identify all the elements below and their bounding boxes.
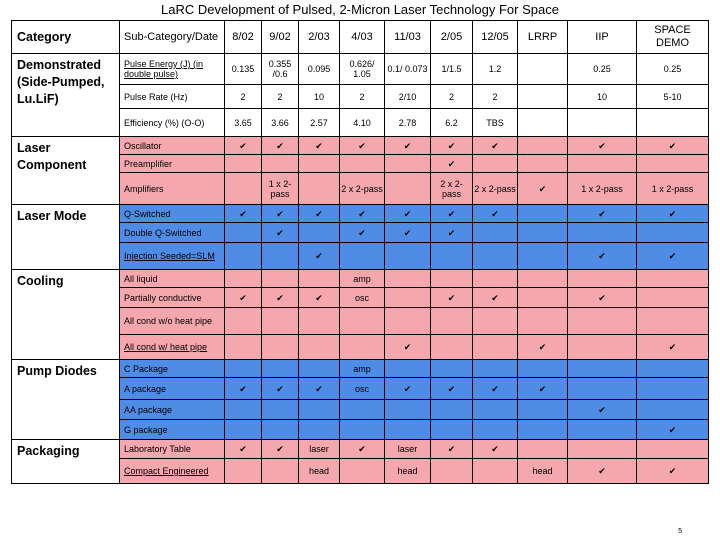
table-cell [299, 223, 340, 243]
check-icon: ✔ [262, 137, 299, 155]
table-cell [262, 459, 299, 484]
table-cell [637, 270, 709, 288]
table-cell: 2.57 [299, 109, 340, 137]
table-cell [518, 205, 568, 223]
table-cell: laser [299, 440, 340, 459]
table-cell [225, 335, 262, 360]
header-subcategory: Sub-Category/Date [120, 21, 225, 54]
table-cell [637, 308, 709, 335]
subcategory-label: Oscillator [120, 137, 225, 155]
table-cell: 2/10 [385, 85, 431, 109]
check-icon: ✔ [262, 205, 299, 223]
header-col: 12/05 [473, 21, 518, 54]
table-cell [431, 335, 473, 360]
table-cell [473, 459, 518, 484]
subcategory-label: Partially conductive [120, 288, 225, 308]
check-icon: ✔ [431, 378, 473, 400]
table-cell: 0.355 /0.6 [262, 54, 299, 85]
check-icon: ✔ [518, 335, 568, 360]
table-cell: laser [385, 440, 431, 459]
table-cell [262, 400, 299, 420]
table-cell [568, 308, 637, 335]
check-icon: ✔ [568, 205, 637, 223]
check-icon: ✔ [431, 205, 473, 223]
check-icon: ✔ [385, 223, 431, 243]
table-cell [568, 223, 637, 243]
subcategory-label: All cond w/o heat pipe [120, 308, 225, 335]
check-icon: ✔ [299, 205, 340, 223]
check-icon: ✔ [637, 335, 709, 360]
check-icon: ✔ [299, 288, 340, 308]
check-icon: ✔ [473, 288, 518, 308]
subcategory-label: C Package [120, 360, 225, 378]
table-cell [340, 243, 385, 270]
table-cell [299, 173, 340, 205]
table-cell: 2 [225, 85, 262, 109]
table-cell [299, 270, 340, 288]
table-cell: 1 x 2-pass [637, 173, 709, 205]
table-cell [431, 420, 473, 440]
table-cell [225, 459, 262, 484]
check-icon: ✔ [568, 400, 637, 420]
table-cell: head [518, 459, 568, 484]
subcategory-label: Preamplifier [120, 155, 225, 173]
table-cell [518, 85, 568, 109]
check-icon: ✔ [385, 205, 431, 223]
header-col: SPACE DEMO [637, 21, 709, 54]
table-cell [299, 400, 340, 420]
table-cell [473, 243, 518, 270]
check-icon: ✔ [637, 205, 709, 223]
table-cell [568, 155, 637, 173]
slide-title: LaRC Development of Pulsed, 2-Micron Laser Technology For Space [161, 2, 559, 17]
table-cell [225, 400, 262, 420]
table-cell: 2.78 [385, 109, 431, 137]
table-cell [637, 109, 709, 137]
table-cell: 2 x 2-pass [340, 173, 385, 205]
table-cell [225, 243, 262, 270]
table-cell [262, 270, 299, 288]
table-cell: 10 [568, 85, 637, 109]
table-cell: 2 x 2-pass [431, 173, 473, 205]
check-icon: ✔ [431, 288, 473, 308]
table-cell [262, 360, 299, 378]
header-col: 4/03 [340, 21, 385, 54]
table-cell [568, 440, 637, 459]
check-icon: ✔ [473, 440, 518, 459]
check-icon: ✔ [431, 440, 473, 459]
check-icon: ✔ [225, 288, 262, 308]
table-cell [568, 378, 637, 400]
subcategory-label: Double Q-Switched [120, 223, 225, 243]
table-cell [637, 155, 709, 173]
header-col: LRRP [518, 21, 568, 54]
check-icon: ✔ [340, 440, 385, 459]
check-icon: ✔ [225, 205, 262, 223]
subcategory-label: Q-Switched [120, 205, 225, 223]
table-cell [431, 243, 473, 270]
table-cell: 3.66 [262, 109, 299, 137]
check-icon: ✔ [299, 137, 340, 155]
category-label: Laser Component [12, 137, 120, 205]
header-col: 11/03 [385, 21, 431, 54]
check-icon: ✔ [568, 459, 637, 484]
subcategory-label: G package [120, 420, 225, 440]
table-cell [225, 155, 262, 173]
check-icon: ✔ [637, 137, 709, 155]
check-icon: ✔ [340, 223, 385, 243]
table-cell: 1.2 [473, 54, 518, 85]
table-cell [431, 270, 473, 288]
table-row [12, 54, 709, 85]
check-icon: ✔ [385, 378, 431, 400]
subcategory-label: AA package [120, 400, 225, 420]
category-label: Laser Mode [12, 205, 120, 270]
header-col: 8/02 [225, 21, 262, 54]
table-cell [518, 243, 568, 270]
table-cell [385, 155, 431, 173]
header-row [12, 21, 709, 54]
check-icon: ✔ [225, 378, 262, 400]
table-cell [225, 223, 262, 243]
table-cell [518, 288, 568, 308]
table-row [12, 440, 709, 459]
table-cell [225, 270, 262, 288]
table-cell [225, 360, 262, 378]
check-icon: ✔ [431, 155, 473, 173]
check-icon: ✔ [225, 137, 262, 155]
subcategory-label: All liquid [120, 270, 225, 288]
table-row [12, 137, 709, 155]
check-icon: ✔ [262, 288, 299, 308]
table-cell [637, 223, 709, 243]
table-cell [568, 270, 637, 288]
table-cell [385, 420, 431, 440]
table-row [12, 360, 709, 378]
subcategory-label: A package [120, 378, 225, 400]
check-icon: ✔ [340, 205, 385, 223]
table-cell: 2 [340, 85, 385, 109]
table-cell: head [299, 459, 340, 484]
table-cell [340, 155, 385, 173]
check-icon: ✔ [340, 137, 385, 155]
table-cell [637, 288, 709, 308]
table-cell [385, 400, 431, 420]
check-icon: ✔ [568, 288, 637, 308]
subcategory-label: Compact Engineered [120, 459, 225, 484]
table-cell [262, 335, 299, 360]
subcategory-label: Laboratory Table [120, 440, 225, 459]
table-cell: 2 [431, 85, 473, 109]
check-icon: ✔ [299, 378, 340, 400]
table-row [12, 205, 709, 223]
check-icon: ✔ [637, 459, 709, 484]
table-cell [637, 440, 709, 459]
subcategory-label: Pulse Energy (J) (in double pulse) [120, 54, 225, 85]
table-cell [225, 420, 262, 440]
table-cell [518, 223, 568, 243]
category-label: Demonstrated (Side-Pumped, Lu.LiF) [12, 54, 120, 137]
table-cell [518, 54, 568, 85]
check-icon: ✔ [385, 137, 431, 155]
category-label: Packaging [12, 440, 120, 484]
table-cell [299, 360, 340, 378]
table-cell [385, 288, 431, 308]
table-cell [518, 137, 568, 155]
check-icon: ✔ [473, 378, 518, 400]
table-cell: 0.1/ 0.073 [385, 54, 431, 85]
table-cell: 2 [262, 85, 299, 109]
table-cell [568, 360, 637, 378]
table-cell [340, 420, 385, 440]
table-cell: 5-10 [637, 85, 709, 109]
technology-table [11, 20, 709, 484]
page-number: 5 [678, 528, 682, 535]
table-cell [385, 173, 431, 205]
table-cell: amp [340, 270, 385, 288]
table-cell [473, 335, 518, 360]
table-cell [518, 360, 568, 378]
table-cell [473, 360, 518, 378]
table-cell [568, 420, 637, 440]
table-cell [473, 308, 518, 335]
table-cell: 6.2 [431, 109, 473, 137]
table-cell [568, 335, 637, 360]
check-icon: ✔ [431, 223, 473, 243]
table-cell [637, 400, 709, 420]
table-cell [340, 400, 385, 420]
table-cell: 1/1.5 [431, 54, 473, 85]
header-col: 2/05 [431, 21, 473, 54]
check-icon: ✔ [473, 205, 518, 223]
table-cell [299, 420, 340, 440]
subcategory-label: All cond w/ heat pipe [120, 335, 225, 360]
subcategory-label: Pulse Rate (Hz) [120, 85, 225, 109]
table-cell [637, 378, 709, 400]
header-category: Category [12, 21, 120, 54]
table-cell [385, 360, 431, 378]
table-cell: 0.135 [225, 54, 262, 85]
table-cell [473, 420, 518, 440]
subcategory-label: Amplifiers [120, 173, 225, 205]
table-cell [340, 308, 385, 335]
table-cell [431, 400, 473, 420]
table-cell [637, 360, 709, 378]
category-label: Pump Diodes [12, 360, 120, 440]
table-cell [340, 335, 385, 360]
table-cell [225, 308, 262, 335]
table-cell: 1 x 2-pass [568, 173, 637, 205]
table-cell [518, 270, 568, 288]
table-cell [473, 400, 518, 420]
header-col: IIP [568, 21, 637, 54]
table-cell [299, 335, 340, 360]
table-cell: 2 [473, 85, 518, 109]
table-cell [262, 243, 299, 270]
check-icon: ✔ [518, 378, 568, 400]
table-cell: 0.25 [568, 54, 637, 85]
check-icon: ✔ [637, 243, 709, 270]
header-col: 9/02 [262, 21, 299, 54]
check-icon: ✔ [262, 440, 299, 459]
check-icon: ✔ [568, 243, 637, 270]
header-col: 2/03 [299, 21, 340, 54]
table-cell [299, 308, 340, 335]
table-cell [431, 308, 473, 335]
table-cell [518, 400, 568, 420]
table-cell: 0.626/ 1.05 [340, 54, 385, 85]
table-cell [299, 155, 340, 173]
table-cell [262, 420, 299, 440]
table-cell: 0.25 [637, 54, 709, 85]
table-cell: 1 x 2-pass [262, 173, 299, 205]
table-cell: amp [340, 360, 385, 378]
table-cell: 0.095 [299, 54, 340, 85]
table-cell: osc [340, 288, 385, 308]
table-cell [340, 459, 385, 484]
table-cell: TBS [473, 109, 518, 137]
table-cell: 3.65 [225, 109, 262, 137]
table-cell [473, 223, 518, 243]
table-cell [262, 155, 299, 173]
category-label: Cooling [12, 270, 120, 360]
check-icon: ✔ [385, 335, 431, 360]
table-cell [225, 173, 262, 205]
table-cell [385, 308, 431, 335]
table-cell [473, 155, 518, 173]
table-row [12, 270, 709, 288]
check-icon: ✔ [568, 137, 637, 155]
subcategory-label: Efficiency (%) (O-O) [120, 109, 225, 137]
check-icon: ✔ [473, 137, 518, 155]
table-cell [518, 109, 568, 137]
check-icon: ✔ [637, 420, 709, 440]
subcategory-label: Injection Seeded=SLM [120, 243, 225, 270]
table-cell [262, 308, 299, 335]
table-cell [431, 459, 473, 484]
table-cell: 4.10 [340, 109, 385, 137]
table-cell [385, 243, 431, 270]
table-cell: osc [340, 378, 385, 400]
table-cell [518, 308, 568, 335]
table-cell [518, 440, 568, 459]
table-cell: head [385, 459, 431, 484]
table-cell [473, 270, 518, 288]
check-icon: ✔ [225, 440, 262, 459]
check-icon: ✔ [262, 223, 299, 243]
table-cell [518, 155, 568, 173]
check-icon: ✔ [262, 378, 299, 400]
check-icon: ✔ [431, 137, 473, 155]
table-cell [385, 270, 431, 288]
table-cell: 10 [299, 85, 340, 109]
check-icon: ✔ [518, 173, 568, 205]
table-cell [568, 109, 637, 137]
table-cell [518, 420, 568, 440]
table-cell: 2 x 2-pass [473, 173, 518, 205]
check-icon: ✔ [299, 243, 340, 270]
table-cell [431, 360, 473, 378]
